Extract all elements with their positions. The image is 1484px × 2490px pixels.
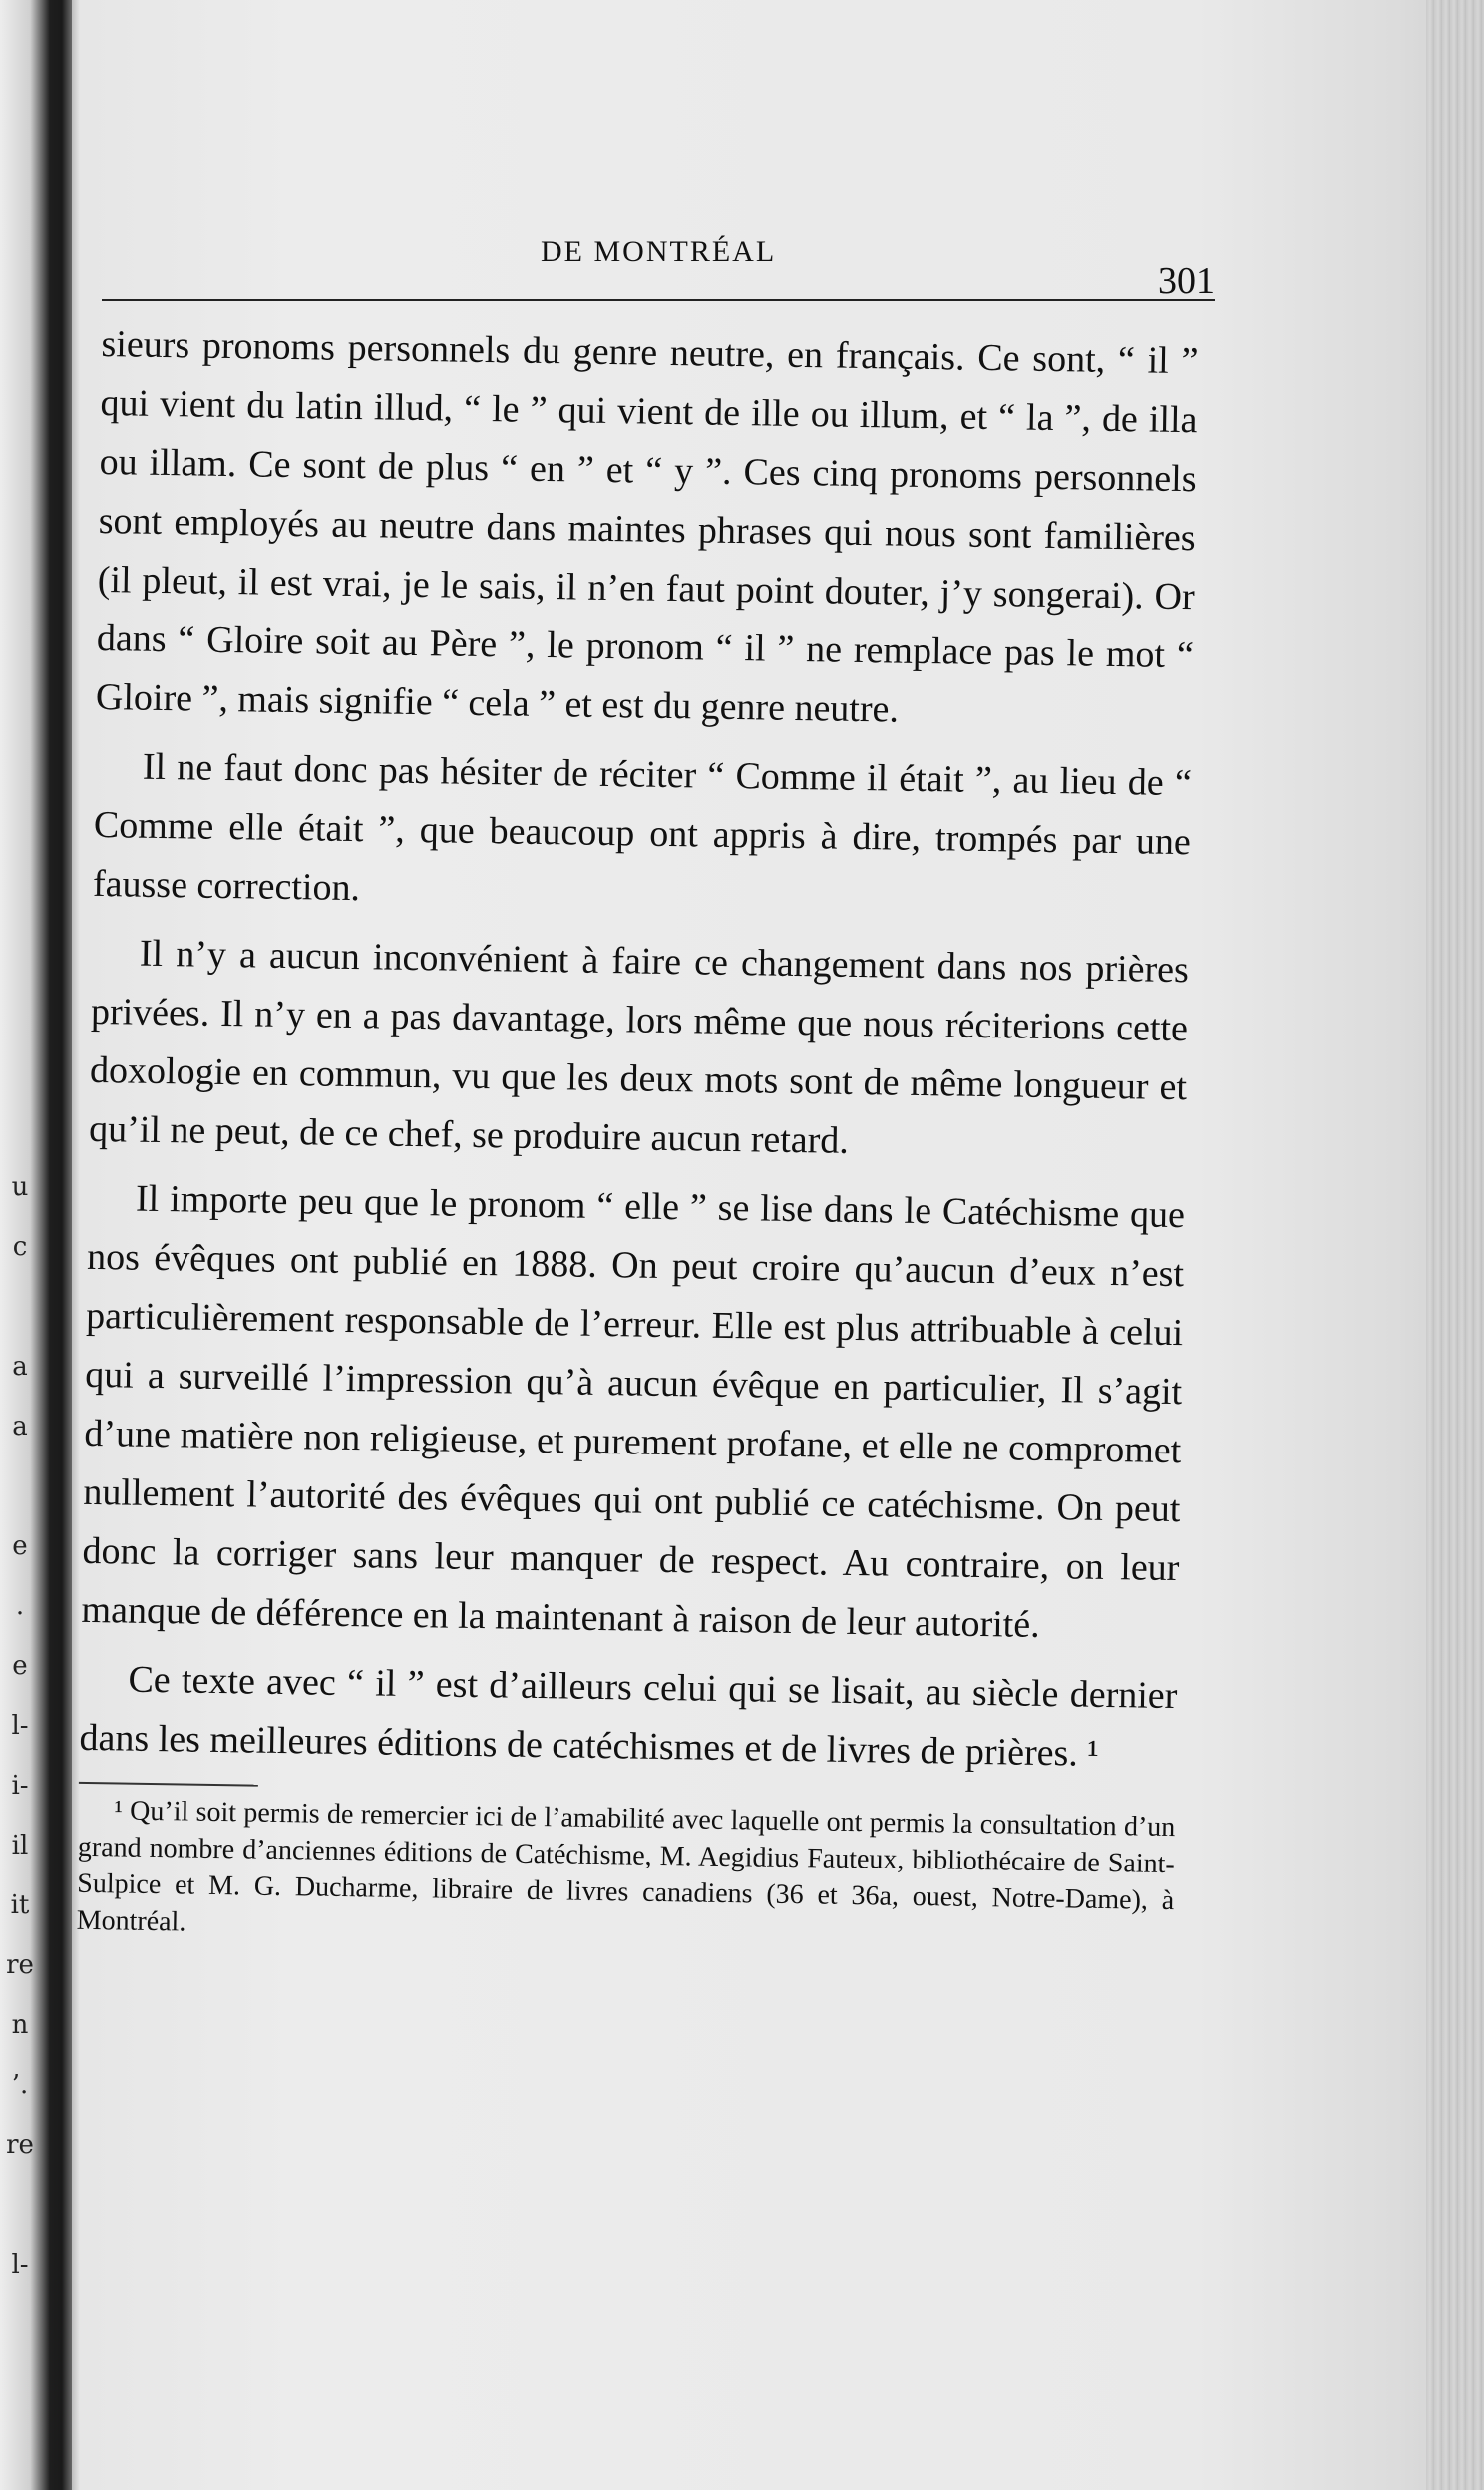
- footnote: ¹ Qu’il soit permis de remercier ici de l’amabilité avec laquelle ont permis la consultation d’un grand nombre d’anciennes éditions de Catéchisme, M. Aegidius Fauteux, bibliothécaire de Saint-Sulpice et M. G. Ducharme, libraire de livres canadiens (36 et 36a, ouest, Notre-Dame), à Montréal.: [76, 1795, 1176, 1938]
- facing-page-margin: [0, 1157, 40, 2294]
- margin-letter: c: [12, 1232, 28, 1262]
- margin-letter: [0, 2175, 40, 2235]
- margin-letter: l-: [11, 2250, 29, 2280]
- header-rule: [102, 299, 1215, 301]
- page-content: [76, 219, 1215, 1938]
- margin-letter: i-: [11, 1771, 29, 1801]
- paragraph: sieurs pronoms personnels du genre neutre, en français. Ce sont, “ il ” qui vient du latin illud, “ le ” qui vient de ille ou illum, et “ la ”, de illa ou illam. Ce sont de plus “ en ” et “ y ”. Ces cinq pronoms personnels sont employés au neutre dans maintes phrases qui nous sont familières (il pleut, il est vrai, je le sais, il n’en faut point douter, j’y songerai). Or dans “ Gloire soit au Père ”, le pronom “ il ” ne remplace pas le mot “ Gloire ”, mais signifie “ cela ” et est du genre neutre.: [95, 322, 1199, 731]
- page-header: [82, 219, 1215, 302]
- running-head: DE MONTRÉAL: [541, 235, 777, 268]
- body-text: [76, 315, 1199, 1966]
- margin-letter: n: [11, 2010, 29, 2040]
- margin-letter: e: [12, 1651, 28, 1681]
- margin-letter: il: [11, 1831, 29, 1861]
- paragraph: Il n’y a aucun inconvénient à faire ce changement dans nos prières privées. Il n’y en a pas davantage, lors même que nous réciterions cette doxologie en commun, vu que les deux mots sont de même longueur et qu’il ne peut, de ce chef, se produire aucun retard.: [88, 932, 1190, 1162]
- margin-letter: l-: [11, 1711, 29, 1741]
- page-number: 301: [1158, 260, 1215, 302]
- margin-letter: ’.: [11, 2070, 29, 2100]
- margin-letter: it: [10, 1890, 30, 1920]
- paragraph: Il ne faut donc pas hésiter de réciter “ Comme il était ”, au lieu de “ Comme elle était ”, que beaucoup ont appris à dire, trompés par une fausse correction.: [92, 745, 1193, 910]
- footnote-rule: [79, 1782, 258, 1787]
- margin-letter: .: [15, 1591, 25, 1621]
- page-edges: [1426, 0, 1484, 2490]
- paragraph: Il importe peu que le pronom “ elle ” se lise dans le Catéchisme que nos évêques ont publié en 1888. On peut croire qu’aucun d’eux n’est particulièrement responsable de l’erreur. Elle est plus attribuable à celui qui a surveillé l’impression qu’à aucun évêque en particulier, Il s’agit d’une matière non religieuse, et purement profane, et elle ne compromet nullement l’autorité des évêques qui ont publié ce catéchisme. On peut donc la corriger sans leur manquer de respect. Au contraire, on leur manque de déférence en la maintenant à raison de leur autorité.: [81, 1177, 1186, 1646]
- margin-letter: [0, 1277, 40, 1337]
- margin-letter: a: [12, 1412, 28, 1442]
- margin-letter: re: [6, 2130, 34, 2160]
- margin-letter: u: [11, 1172, 29, 1202]
- margin-letter: re: [6, 1950, 34, 1980]
- margin-letter: a: [12, 1352, 28, 1382]
- paragraph: Ce texte avec “ il ” est d’ailleurs celui qui se lisait, au siècle dernier dans les meilleures éditions de catéchismes et de livres de prières. ¹: [79, 1658, 1178, 1775]
- margin-letter: e: [12, 1531, 28, 1561]
- margin-letter: [0, 1456, 40, 1516]
